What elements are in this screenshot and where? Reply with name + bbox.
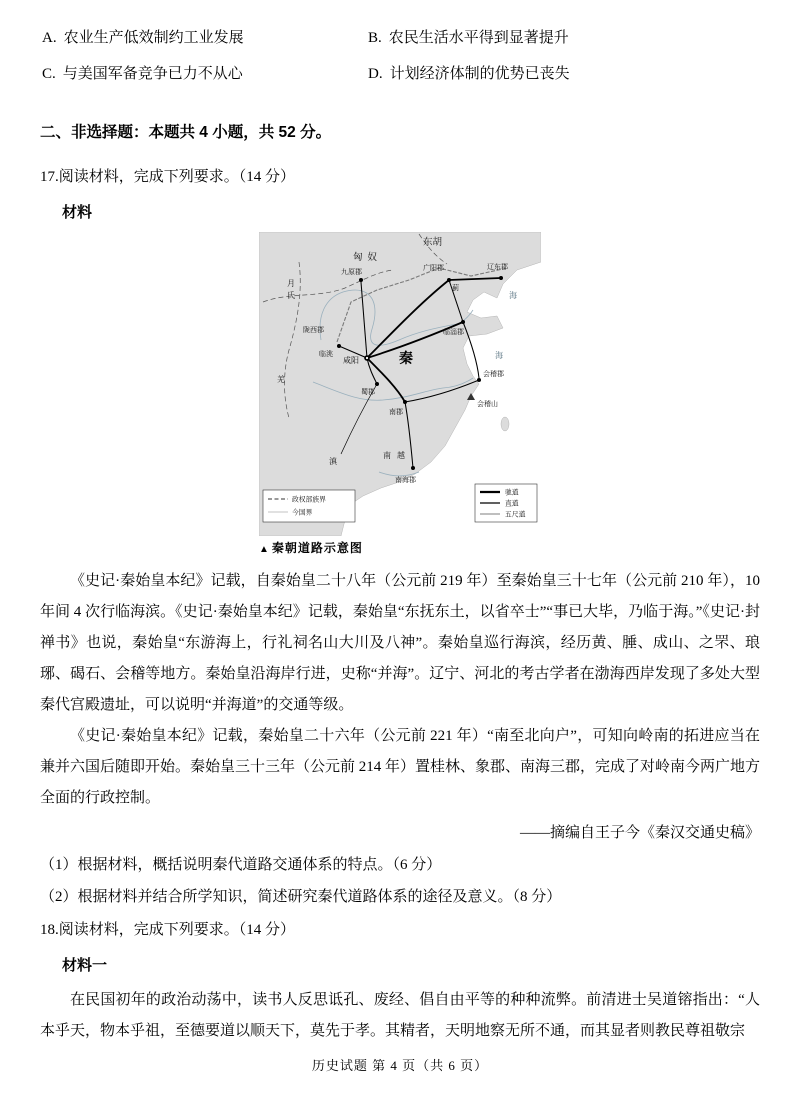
map-legend-roads bbox=[475, 484, 537, 522]
map-island bbox=[501, 417, 509, 431]
map-label-liaodong: 辽东郡 bbox=[487, 263, 508, 271]
map-label-yuezhi-2: 氏 bbox=[287, 291, 295, 300]
option-d bbox=[368, 62, 760, 83]
question-18-material-label: 材料一 bbox=[62, 957, 108, 974]
question-17-sub-2: （2）根据材料并结合所学知识，简述研究秦代道路体系的途径及意义。（8 分） bbox=[40, 889, 562, 905]
question-18-stem: 18.阅读材料，完成下列要求。（14 分） bbox=[40, 922, 296, 938]
map-label-donghu: 东胡 bbox=[423, 238, 443, 248]
option-d-text: 计划经济体制的优势已丧失 bbox=[389, 66, 570, 82]
map-label-linzi: 临淄郡 bbox=[443, 328, 464, 336]
map-label-jiuyuan: 九原郡 bbox=[341, 268, 362, 276]
question-17-material-label: 材料 bbox=[62, 204, 93, 221]
city-linzi bbox=[461, 320, 465, 324]
map-label-shujun: 蜀郡 bbox=[361, 388, 375, 396]
question-17-paragraph-1: 《史记·秦始皇本纪》记载，自秦始皇二十八年（公元前 219 年）至秦始皇三十七年（公元前 210 年），10 年间 4 次行临海滨。《史记·秦始皇本纪》记载，秦始皇“东抚东土，以省卒士”“事已大毕，乃临于海。”《史记·封禅书》也说，秦始皇“东游海上，行礼祠名山大川及八神”。秦始皇巡行海滨，经历黄、腄、成山、之罘、琅琊、碣石、会稽等地方。秦始皇沿海岸行进，史称“并海”。辽宁、河北的考古学者在渤海西岸发现了多处大型秦代宫殿遗址，可以说明“并海道”的交通等级。 bbox=[40, 573, 760, 713]
map-caption bbox=[259, 539, 541, 556]
question-17-stem: 17.阅读材料，完成下列要求。（14 分） bbox=[40, 169, 296, 185]
option-a bbox=[42, 26, 368, 47]
question-17-sub-1: （1）根据材料，概括说明秦代道路交通体系的特点。（6 分） bbox=[40, 857, 442, 873]
city-nanhai bbox=[411, 466, 415, 470]
question-17 bbox=[40, 166, 760, 913]
map-label-kuaiji: 会稽郡 bbox=[483, 370, 504, 378]
legend-wuchidao-label: 五尺道 bbox=[505, 511, 526, 519]
map-legend-boundaries bbox=[263, 490, 355, 522]
capital-xianyang-inner bbox=[366, 357, 368, 359]
section-2-title: 二、非选择题：本题共 4 小题，共 52 分。 bbox=[40, 124, 332, 141]
question-18-paragraph-1: 在民国初年的政治动荡中，读书人反思诋孔、废经、倡自由平等的种种流弊。前清进士吴道镕指出：“人本乎天，物本乎祖，至德要道以顺天下，莫先于孝。其精者，天明地察无所不通，而其显者则教民尊祖敬宗 bbox=[40, 992, 760, 1039]
option-c-label: C. bbox=[42, 66, 56, 82]
option-b-text: 农民生活水平得到显著提升 bbox=[388, 30, 569, 46]
legend-zhidao-label: 直道 bbox=[505, 500, 519, 508]
option-a-text: 农业生产低效制约工业发展 bbox=[63, 30, 244, 46]
mc-options bbox=[42, 26, 760, 83]
qin-roads-map-figure bbox=[259, 232, 541, 556]
map-label-sea-east: 海 bbox=[495, 351, 503, 360]
map-label-longxi: 陇西郡 bbox=[303, 326, 324, 334]
legend-boundary-label: 政权部族界 bbox=[292, 496, 326, 504]
map-label-sea-bohai: 海 bbox=[509, 291, 517, 300]
city-liaodong bbox=[499, 276, 503, 280]
qin-roads-map bbox=[259, 232, 541, 536]
map-label-guangyang: 广阳郡 bbox=[423, 264, 444, 272]
city-jiuyuan bbox=[359, 278, 363, 282]
map-label-kuaijishan: 会稽山 bbox=[477, 400, 498, 408]
legend-chidao-label: 驰道 bbox=[505, 489, 519, 497]
map-label-xiongnu: 匈奴 bbox=[353, 253, 383, 263]
map-label-qin: 秦 bbox=[399, 352, 413, 367]
question-17-source: ——摘编自王子今《秦汉交通史稿》 bbox=[519, 825, 760, 841]
map-label-lintao: 临洮 bbox=[319, 350, 333, 358]
question-18 bbox=[40, 919, 760, 1047]
option-b-label: B. bbox=[368, 30, 382, 46]
legend-national-border-label: 今国界 bbox=[292, 509, 313, 517]
page-footer: 历史试题 第 4 页（共 6 页） bbox=[311, 1058, 489, 1073]
map-label-qiang: 羌 bbox=[277, 375, 285, 384]
map-label-xianyang: 咸阳 bbox=[343, 356, 359, 365]
map-label-nanyue: 南越 bbox=[383, 451, 411, 460]
option-b bbox=[368, 26, 760, 47]
option-d-label: D. bbox=[368, 66, 383, 82]
map-label-yuezhi-1: 月 bbox=[287, 279, 295, 288]
question-17-paragraph-2: 《史记·秦始皇本纪》记载，秦始皇二十六年（公元前 221 年）“南至北向户”，可知向岭南的拓进应当在兼并六国后随即开始。秦始皇三十三年（公元前 214 年）置桂林、象郡、南海三郡，完成了对岭南今两广地方全面的行政控制。 bbox=[40, 728, 761, 806]
option-c-text: 与美国军备竞争已力不从心 bbox=[62, 66, 243, 82]
city-shujun bbox=[375, 382, 379, 386]
city-kuaiji bbox=[477, 378, 481, 382]
map-caption-text: 秦朝道路示意图 bbox=[271, 541, 363, 555]
map-label-nanjun: 南郡 bbox=[389, 408, 403, 416]
city-nanjun bbox=[403, 400, 407, 404]
map-caption-marker-icon: ▲ bbox=[259, 544, 270, 555]
city-lintao bbox=[337, 344, 341, 348]
map-label-dian: 滇 bbox=[329, 457, 337, 466]
option-c bbox=[42, 62, 368, 83]
option-a-label: A. bbox=[42, 30, 57, 46]
map-label-nanhai: 南海郡 bbox=[395, 476, 416, 484]
city-guangyang bbox=[447, 278, 451, 282]
map-label-ji: 蓟 bbox=[452, 284, 459, 292]
